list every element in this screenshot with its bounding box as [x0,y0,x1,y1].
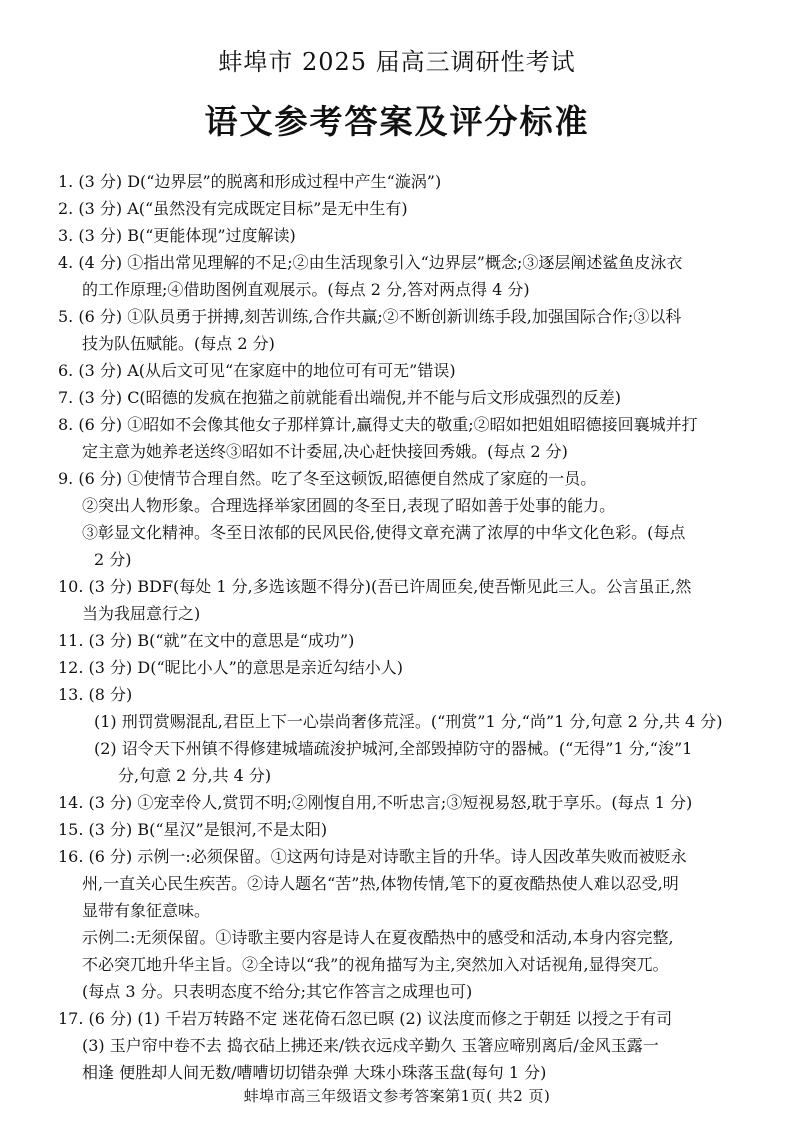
answer-line: 2 分) [94,550,132,569]
answer-line: 12. (3 分) D(“昵比小人”的意思是亲近勾结小人) [58,658,404,677]
answer-line: 13. (8 分) [58,685,133,704]
answer-line: 定主意为她养老送终③昭如不计委屈,决心赶快接回秀娥。(每点 2 分) [82,442,568,461]
answer-line: 5. (6 分) ①队员勇于拼搏,刻苦训练,合作共赢;②不断创新训练手段,加强国际合作;③以科 [58,307,682,326]
answer-line: 16. (6 分) 示例一:必须保留。①这两句诗是对诗歌主旨的升华。诗人因改革失败而被贬永 [58,847,687,866]
answer-line: 不必突兀地升华主旨。②全诗以“我”的视角描写为主,突然加入对话视角,显得突兀。 [82,955,669,974]
answer-line: 1. (3 分) D(“边界层”的脱离和形成过程中产生“漩涡”) [58,172,442,191]
answer-line: 14. (3 分) ①宠幸伶人,赏罚不明;②刚愎自用,不听忠言;③短视易怒,耽于享乐。(每点 1 分) [58,793,693,812]
answer-line: 3. (3 分) B(“更能体现”过度解读) [58,226,296,245]
answer-line: ③彰显文化精神。冬至日浓郁的民风民俗,使得文章充满了浓厚的中华文化色彩。(每点 [82,523,686,542]
answer-line: (2) 诏令天下州镇不得修建城墙疏浚护城河,全部毁掉防守的器械。(“无得”1 分,“浚”1 [94,739,693,758]
answer-line: 10. (3 分) BDF(每处 1 分,多选该题不得分)(吾已许周匝矣,使吾惭见此三人。公言虽正,然 [58,577,692,596]
answer-list [58,168,778,1086]
answer-line: ②突出人物形象。合理选择举家团圆的冬至日,表现了昭如善于处事的能力。 [82,496,616,515]
answer-line: 分,句意 2 分,共 4 分) [118,766,272,785]
answer-line: 4. (4 分) ①指出常见理解的不足;②由生活现象引入“边界层”概念;③逐层阐述鲨鱼皮泳衣 [58,253,683,272]
answer-line: 技为队伍赋能。(每点 2 分) [82,334,275,353]
answer-line: (每点 3 分。只表明态度不给分;其它作答言之成理也可) [82,982,473,1001]
answer-line: 2. (3 分) A(“虽然没有完成既定目标”是无中生有) [58,199,408,218]
answer-line: 9. (6 分) ①使情节合理自然。吃了冬至这顿饭,昭德便自然成了家庭的一员。 [58,469,597,488]
answer-line: 州,一直关心民生疾苦。②诗人题名“苦”热,体物传情,笔下的夏夜酷热使人难以忍受,明 [82,874,679,893]
exam-title: 蚌埠市 2025 届高三调研性考试 [218,48,576,76]
answer-line: 6. (3 分) A(从后文可见“在家庭中的地位可有可无”错误) [58,361,456,380]
answer-line: 11. (3 分) B(“就”在文中的意思是“成功”) [58,631,355,650]
answer-line: 显带有象征意味。 [82,901,211,920]
answer-line: 15. (3 分) B(“星汉”是银河,不是太阳) [58,820,328,839]
answer-line: 17. (6 分) (1) 千岩万转路不定 迷花倚石忽已暝 (2) 议法度而修之于朝廷 以授之于有司 [58,1009,673,1028]
page-footer: 蚌埠市高三年级语文参考答案第1页( 共2 页) [243,1087,551,1105]
answer-line: 相逢 便胜却人间无数/嘈嘈切切错杂弹 大珠小珠落玉盘(每句 1 分) [82,1063,547,1082]
answer-line: 的工作原理;④借助图例直观展示。(每点 2 分,答对两点得 4 分) [82,280,530,299]
answer-line: 8. (6 分) ①昭如不会像其他女子那样算计,赢得丈夫的敬重;②昭如把姐姐昭德接回襄城并打 [58,415,698,434]
answer-line: 当为我屈意行之) [82,604,201,623]
answer-line: (3) 玉户帘中卷不去 捣衣砧上拂还来/铁衣远戍辛勤久 玉箸应啼别离后/金风玉露一 [82,1036,659,1055]
answer-line: 示例二:无须保留。①诗歌主要内容是诗人在夏夜酷热中的感受和活动,本身内容完整, [82,928,674,947]
document-subtitle: 语文参考答案及评分标准 [204,102,590,141]
answer-line: (1) 刑罚赏赐混乱,君臣上下一心崇尚奢侈荒淫。(“刑赏”1 分,“尚”1 分,句意 2 分,共 4 分) [94,712,723,731]
answer-line: 7. (3 分) C(昭德的发疯在抱猫之前就能看出端倪,并不能与后文形成强烈的反差) [58,388,622,407]
